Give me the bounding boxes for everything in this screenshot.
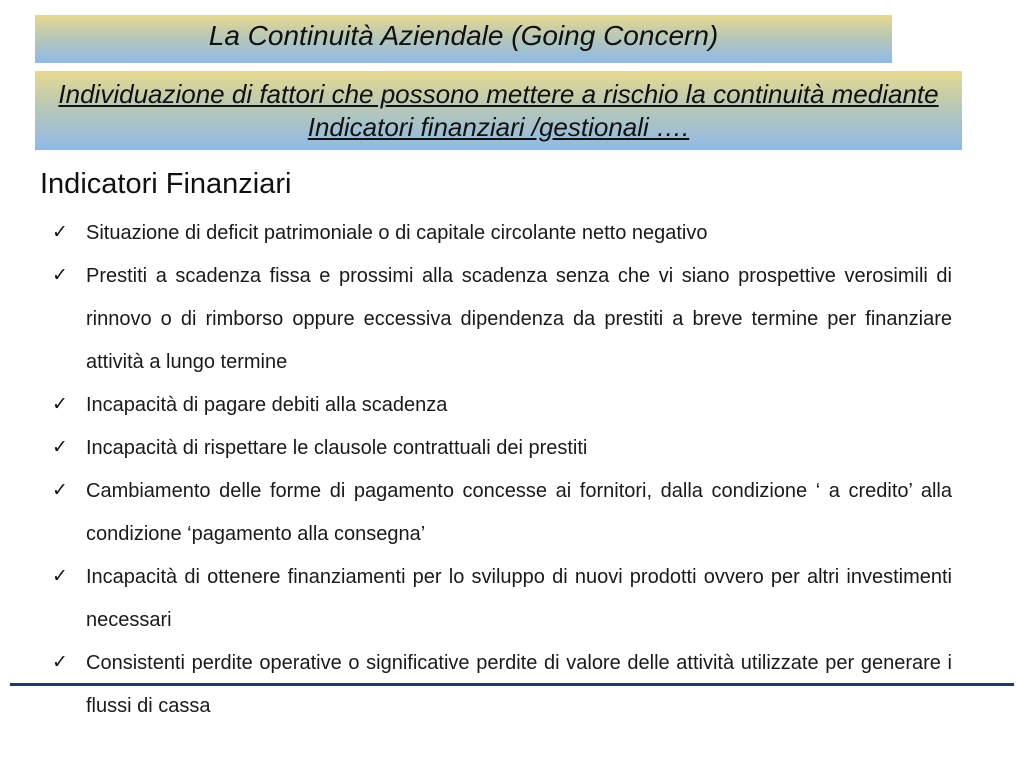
slide-subtitle: Individuazione di fattori che possono mettere a rischio la continuità mediante Indicatori finanziari /gestionali …. bbox=[58, 78, 939, 142]
section-heading: Indicatori Finanziari bbox=[40, 168, 292, 200]
bullet-text: Incapacità di pagare debiti alla scadenza bbox=[86, 394, 448, 416]
bottom-divider bbox=[10, 683, 1014, 686]
slide-title: La Continuità Aziendale (Going Concern) bbox=[208, 20, 719, 51]
bullet-text: Situazione di deficit patrimoniale o di capitale circolante netto negativo bbox=[86, 222, 708, 244]
checkmark-icon: ✓ bbox=[52, 393, 68, 415]
bullet-text: Incapacità di rispettare le clausole contrattuali dei prestiti bbox=[86, 437, 588, 459]
bullet-text: Cambiamento delle forme di pagamento concesse ai fornitori, dalla condizione ‘ a credito’ alla condizione ‘pagamento alla consegna’ bbox=[86, 480, 952, 545]
checkmark-icon: ✓ bbox=[52, 479, 68, 501]
bullet-text: Incapacità di ottenere finanziamenti per lo sviluppo di nuovi prodotti ovvero per altri investimenti necessari bbox=[86, 566, 952, 631]
checkmark-icon: ✓ bbox=[52, 436, 68, 458]
checkmark-icon: ✓ bbox=[52, 264, 68, 286]
checkmark-icon: ✓ bbox=[52, 651, 68, 673]
subtitle-banner bbox=[35, 71, 962, 150]
bullet-text: Prestiti a scadenza fissa e prossimi alla scadenza senza che vi siano prospettive verosimili di rinnovo o di rimborso oppure eccessiva dipendenza da prestiti a breve termine per finanziare attività a lungo termine bbox=[86, 265, 952, 373]
bullet-text: Consistenti perdite operative o significative perdite di valore delle attività utilizzate per generare i flussi di cassa bbox=[86, 652, 952, 717]
title-banner bbox=[35, 15, 892, 63]
checkmark-icon: ✓ bbox=[52, 565, 68, 587]
checkmark-icon: ✓ bbox=[52, 221, 68, 243]
